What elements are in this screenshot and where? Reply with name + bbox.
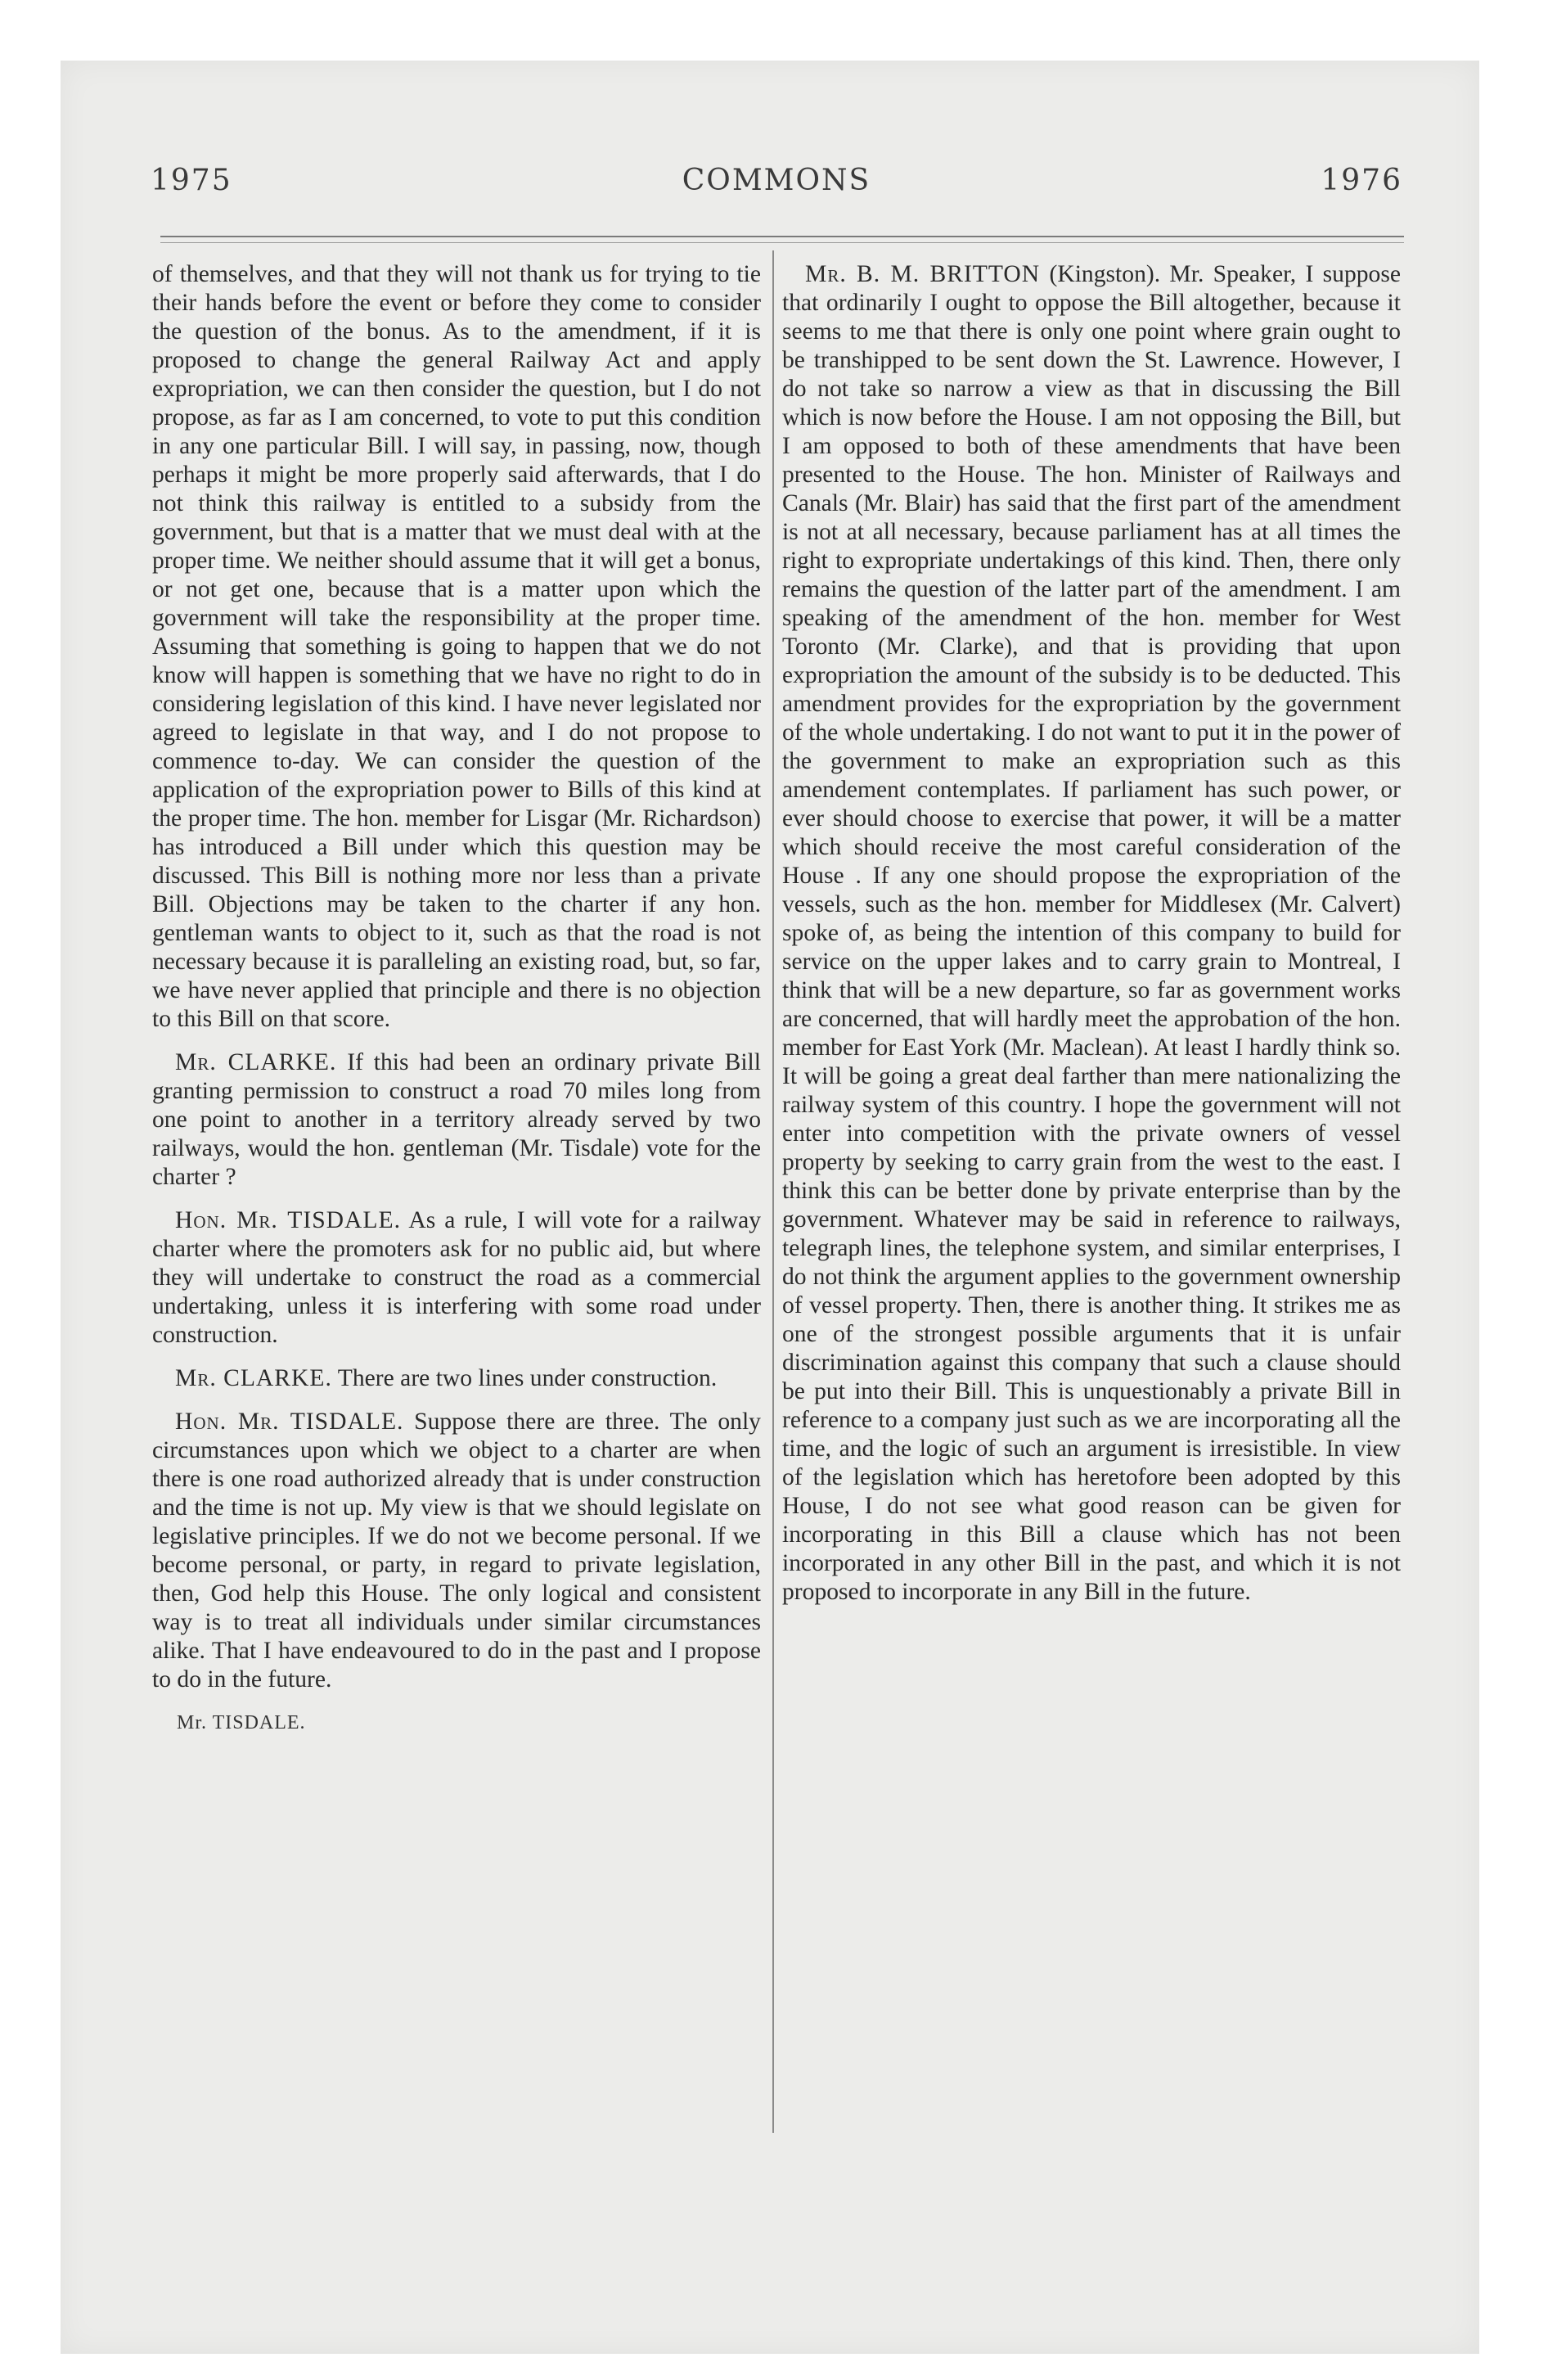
paragraph-text: If this had been an ordinary private Bill granting permission to construct a road 70 miles long from one point to another in a territory already served by two railways, would the hon. gentleman (Mr. Tisdale) vote for the charter ? (152, 1049, 761, 1190)
header-rule (160, 236, 1404, 237)
left-column (152, 260, 761, 1738)
catchword: Mr. TISDALE. (177, 1712, 306, 1733)
paragraph (152, 1364, 761, 1393)
paragraph (782, 260, 1401, 1607)
header-rule-thin (160, 242, 1404, 243)
paragraph-text: As a rule, I will vote for a railway charter where the promoters ask for no public aid, but where they will undertake to construct the road as a commercial undertaking, unless it is interfering with some road under construction. (152, 1207, 762, 1348)
speaker-name: Mr. CLARKE. (175, 1049, 337, 1075)
column-divider (772, 250, 774, 2133)
paragraph-text: Suppose there are three. The only circumstances upon which we object to a charter are when there is one road authorized already that is under construction and the time is not up. My view is that we should legislate on legislative principles. If we do not we become personal. If we become personal, or party, in regard to private legislation, then, God help this House. The only logical and consistent way is to treat all individuals under similar circumstances alike. That I have endeavoured to do in the past and I propose to do in the future. (152, 1409, 761, 1693)
speaker-name: Hon. Mr. TISDALE. (175, 1207, 401, 1233)
page-number-left: 1975 (151, 164, 232, 197)
paragraph (152, 260, 761, 1034)
paragraph (152, 1408, 761, 1694)
running-head (151, 164, 1402, 205)
paragraph-text: (Kingston). Mr. Speaker, I suppose that ordinarily I ought to oppose the Bill altogether, because it seems to me that there is only one point where grain ought to be transhipped to be sent down the St. Lawrence. However, I do not take so narrow a view as that in discussing the Bill which is now before the House. I am not opposing the Bill, but I am opposed to both of these amendments that have been presented to the House. The hon. Minister of Railways and Canals (Mr. Blair) has said that the first part of the amendment is not at all necessary, because parliament has at all times the right to expropriate undertakings of this kind. Then, there only remains the question of the latter part of the amendment. I am speaking of the amendment of the hon. member for West Toronto (Mr. Clarke), and that is providing that upon expropriation the amount of the subsidy is to be deducted. This amendment provides for the expropriation by the government of the whole undertaking. I do not want to put it in the power of the government to make an expropriation such as this amendement contemplates. If parliament has such power, or ever should choose to exercise that power, it will be a matter which should receive the most careful consideration of the House . If any one should propose the expropriation of the vessels, such as the hon. member for Middlesex (Mr. Calvert) spoke of, as being the intention of this company to build for service on the upper lakes and to carry grain to Montreal, I think that will be a new departure, so far as government works are concerned, that will hardly meet the approbation of the hon. member for East York (Mr. Maclean). At least I hardly think so. It will be going a great deal farther than mere nationalizing the railway system of this country. I hope the government will not enter into competition with the private owners of vessel property by seeking to carry grain from the west to the east. I think this can be better done by private enterprise than by the government. Whatever may be said in reference to railways, telegraph lines, the telephone system, and similar enterprises, I do not think the argument applies to the government ownership of vessel property. Then, there is another thing. It strikes me as one of the strongest possible arguments that it is unfair discrimination against this company that such a clause should be put into their Bill. This is unquestionably a private Bill in reference to a company just such as we are incorporating all the time, and the logic of such an argument is irresistible. In view of the legislation which has heretofore been adopted by this House, I do not see what good reason can be given for incorporating in this Bill a clause which has not been incorporated in any other Bill in the past, and which it is not proposed to incorporate in any Bill in the future. (782, 261, 1401, 1605)
speaker-name: Mr. CLARKE. (175, 1365, 332, 1391)
paragraph-text: of themselves, and that they will not thank us for trying to tie their hands before the event or before they come to consider the question of the bonus. As to the amendment, if it is proposed to change the general Railway Act and apply expropriation, we can then consider the question, but I do not propose, as far as I am concerned, to vote to put this condition in any one particular Bill. I will say, in passing, now, though perhaps it might be more properly said afterwards, that I do not think this railway is entitled to a subsidy from the government, but that is a matter that we must deal with at the proper time. We neither should assume that it will get a bonus, or not get one, because that is a matter upon which the government will take the responsibility at the proper time. Assuming that something is going to happen that we do not know will happen is something that we have no right to do in considering legislation of this kind. I have never legislated nor agreed to legislate in that way, and I do not propose to commence to-day. We can consider the question of the application of the expropriation power to Bills of this kind at the proper time. The hon. member for Lisgar (Mr. Richardson) has introduced a Bill under which this question may be discussed. This Bill is nothing more nor less than a private Bill. Objections may be taken to the charter if any hon. gentleman wants to object to it, such as that the road is not necessary because it is paralleling an existing road, but, so far, we have never applied that principle and there is no objection to this Bill on that score. (152, 261, 761, 1032)
paragraph (152, 1206, 761, 1350)
page-title: COMMONS (682, 164, 871, 197)
right-column (782, 260, 1401, 1621)
speaker-name: Hon. Mr. TISDALE. (175, 1409, 404, 1435)
page-number-right: 1976 (1321, 164, 1402, 197)
paragraph (152, 1048, 761, 1192)
paragraph-text: There are two lines under construction. (337, 1365, 718, 1391)
speaker-name: Mr. B. M. BRITTON (805, 261, 1041, 287)
